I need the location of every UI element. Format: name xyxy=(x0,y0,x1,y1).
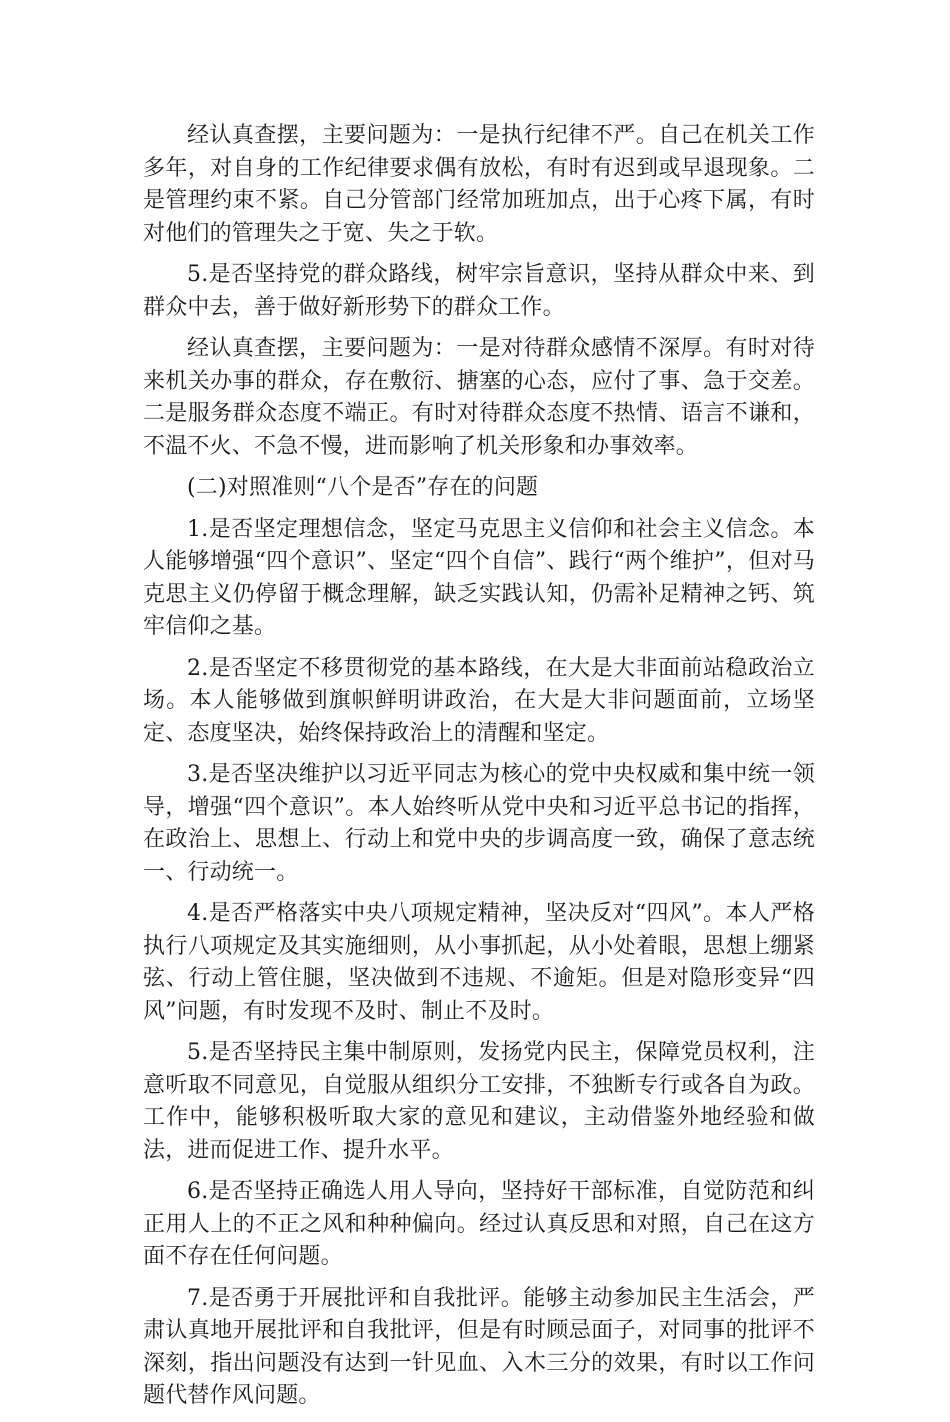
paragraph-item-7-criticism: 7.是否勇于开展批评和自我批评。能够主动参加民主生活会，严肃认真地开展批评和自我批评，但是有时顾忌面子，对同事的批评不深刻，指出问题没有达到一针见血、入木三分的效果，有时以工作问题代替作风问题。 xyxy=(143,1285,815,1408)
paragraph-item-5-mass-line: 5.是否坚持党的群众路线，树牢宗旨意识，坚持从群众中来、到群众中去，善于做好新形势下的群众工作。 xyxy=(143,262,815,320)
paragraph-masses-issues: 经认真查摆，主要问题为：一是对待群众感情不深厚。有时对待来机关办事的群众，存在敷衍、搪塞的心态，应付了事、急于交差。二是服务群众态度不端正。有时对待群众态度不热情、语言不谦和，不温不火、不急不慢，进而影响了机关形象和办事效率。 xyxy=(143,336,815,459)
paragraph-discipline-issues: 经认真查摆，主要问题为：一是执行纪律不严。自己在机关工作多年，对自身的工作纪律要求偶有放松，有时有迟到或早退现象。二是管理约束不紧。自己分管部门经常加班加点，出于心疼下属，有时对他们的管理失之于宽、失之于软。 xyxy=(143,123,815,246)
document-body xyxy=(143,120,815,1422)
paragraph-item-4-eight-rules: 4.是否严格落实中央八项规定精神，坚决反对“四风”。本人严格执行八项规定及其实施细则，从小事抓起，从小处着眼，思想上绷紧弦、行动上管住腿，坚决做到不违规、不逾矩。但是对隐形变异“四风”问题，有时发现不及时、制止不及时。 xyxy=(143,901,815,1024)
paragraph-item-1-ideals: 1.是否坚定理想信念，坚定马克思主义信仰和社会主义信念。本人能够增强“四个意识”、坚定“四个自信”、践行“两个维护”，但对马克思主义仍停留于概念理解，缺乏实践认知，仍需补足精神之钙、筑牢信仰之基。 xyxy=(143,516,815,639)
paragraph-item-2-basic-line: 2.是否坚定不移贯彻党的基本路线，在大是大非面前站稳政治立场。本人能够做到旗帜鲜明讲政治，在大是大非问题面前，立场坚定、态度坚决，始终保持政治上的清醒和坚定。 xyxy=(143,655,815,746)
paragraph-item-6-personnel: 6.是否坚持正确选人用人导向，坚持好干部标准，自觉防范和纠正用人上的不正之风和种种偏向。经过认真反思和对照，自己在这方面不存在任何问题。 xyxy=(143,1179,815,1269)
paragraph-item-3-central-authority: 3.是否坚决维护以习近平同志为核心的党中央权威和集中统一领导，增强“四个意识”。本人始终听从党中央和习近平总书记的指挥，在政治上、思想上、行动上和党中央的步调高度一致，确保了意志统一、行动统一。 xyxy=(143,762,815,885)
paragraph-item-5-democratic-centralism: 5.是否坚持民主集中制原则，发扬党内民主，保障党员权利，注意听取不同意见，自觉服从组织分工安排，不独断专行或各自为政。工作中，能够积极听取大家的意见和建议，主动借鉴外地经验和做法，进而促进工作、提升水平。 xyxy=(143,1040,815,1163)
section-heading-eight-whethers: (二)对照准则“八个是否”存在的问题 xyxy=(187,475,539,500)
